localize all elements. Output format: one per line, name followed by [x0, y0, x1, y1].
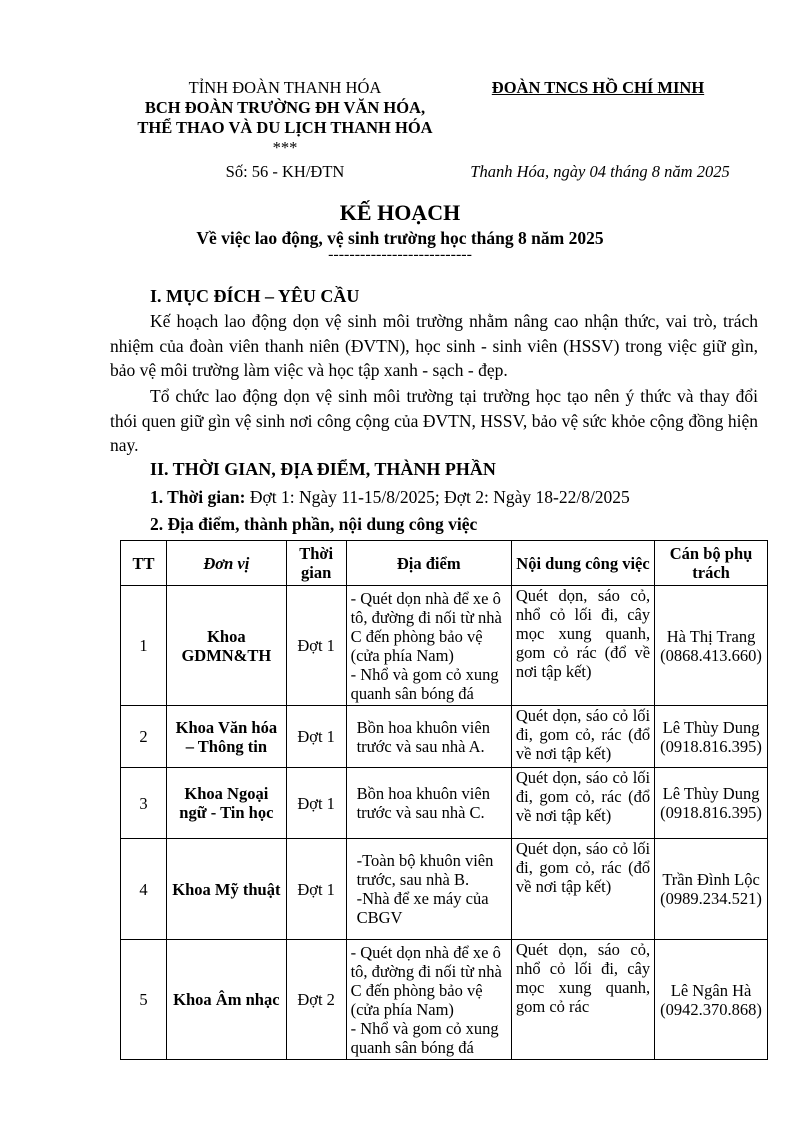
row-responsible [655, 586, 768, 706]
header-task: Nội dung công việc [511, 541, 654, 586]
row-tt: 4 [121, 839, 167, 940]
section-1-paragraph-2 [110, 384, 758, 458]
row-place: Bồn hoa khuôn viên trước và sau nhà A. [346, 706, 511, 768]
table-row [121, 940, 768, 1060]
table-row [121, 706, 768, 768]
header-tt: TT [121, 541, 167, 586]
table-row [121, 768, 768, 839]
responsible-phone: (0942.370.868) [660, 999, 762, 1019]
header-unit: Đơn vị [167, 541, 287, 586]
place-heading: 2. Địa điểm, thành phần, nội dung công việc [150, 514, 478, 534]
table-row [121, 839, 768, 940]
org-parent: TỈNH ĐOÀN THANH HÓA [188, 78, 382, 97]
section-1-paragraph-2-text: Tổ chức lao động dọn vệ sinh môi trường tại trường học tạo nên ý thức và thay đổi thói quen giữ gìn vệ sinh nơi công cộng của ĐVTN, HSSV, bảo vệ sức khỏe cộng đồng hiện nay. [110, 386, 758, 455]
responsible-name: Trần Đình Lộc [662, 870, 760, 889]
time-value: Đợt 1: Ngày 11-15/8/2025; Đợt 2: Ngày 18-22/8/2025 [245, 487, 630, 507]
document-date: Thanh Hóa, ngày 04 tháng 8 năm 2025 [470, 162, 730, 181]
responsible-name: Hà Thị Trang [666, 626, 756, 646]
row-place: - Quét dọn nhà để xe ô tô, đường đi nối từ nhà C đến phòng bảo vệ (cửa phía Nam) - Nhổ và gom cỏ xung quanh sân bóng đá [346, 940, 511, 1060]
section-1-paragraph-1-text: Kế hoạch lao động dọn vệ sinh môi trường nhằm nâng cao nhận thức, vai trò, trách nhiệm của đoàn viên thanh niên (ĐVTN), học sinh - sinh viên (HSSV) trong việc giữ gìn, bảo vệ môi trường làm việc và học tập xanh - sạch - đẹp. [110, 311, 758, 380]
header-responsible: Cán bộ phụ trách [655, 541, 768, 586]
row-tt: 3 [121, 768, 167, 839]
org-line-1: BCH ĐOÀN TRƯỜNG ĐH VĂN HÓA, [144, 98, 426, 117]
row-task: Quét dọn, sáo cỏ, nhổ cỏ lối đi, cây mọc xung quanh, gom cỏ rác [511, 940, 654, 1060]
row-unit: Khoa Văn hóa – Thông tin [167, 706, 287, 768]
organization-header [100, 78, 470, 158]
responsible-phone: (0918.816.395) [660, 803, 762, 822]
row-place: - Quét dọn nhà để xe ô tô, đường đi nối từ nhà C đến phòng bảo vệ (cửa phía Nam) - Nhổ và gom cỏ xung quanh sân bóng đá [346, 586, 511, 706]
responsible-phone: (0918.816.395) [660, 736, 762, 756]
row-tt: 5 [121, 940, 167, 1060]
row-task: Quét dọn, sáo cỏ lối đi, gom cỏ, rác (đổ về nơi tập kết) [511, 839, 654, 940]
row-tt: 2 [121, 706, 167, 768]
org-stars: *** [272, 138, 298, 157]
row-responsible [655, 768, 768, 839]
header-time: Thời gian [286, 541, 346, 586]
title-divider: --------------------------- [328, 246, 472, 263]
row-unit: Khoa GDMN&TH [167, 586, 287, 706]
responsible-phone: (0868.413.660) [660, 645, 762, 665]
row-time: Đợt 2 [286, 940, 346, 1060]
responsible-name: Lê Thùy Dung [662, 784, 760, 803]
row-task: Quét dọn, sáo cỏ lối đi, gom cỏ, rác (đổ về nơi tập kết) [511, 706, 654, 768]
responsible-name: Lê Ngân Hà [670, 980, 752, 1000]
row-task: Quét dọn, sáo cỏ lối đi, gom cỏ, rác (đổ về nơi tập kết) [511, 768, 654, 839]
row-place: Bồn hoa khuôn viên trước và sau nhà C. [346, 768, 511, 839]
org-line-2: THỂ THAO VÀ DU LỊCH THANH HÓA [137, 118, 433, 137]
work-plan-table [120, 540, 768, 1060]
document-number: Số: 56 - KH/ĐTN [225, 162, 345, 181]
row-unit: Khoa Ngoại ngữ - Tin học [167, 768, 287, 839]
responsible-name: Lê Thùy Dung [662, 717, 760, 737]
time-line [150, 487, 630, 508]
section-1-paragraph-1 [110, 309, 758, 383]
row-time: Đợt 1 [286, 839, 346, 940]
document-subtitle: Về việc lao động, vệ sinh trường học tháng 8 năm 2025 [196, 228, 604, 248]
union-name: ĐOÀN TNCS HỒ CHÍ MINH [491, 78, 705, 97]
row-task: Quét dọn, sáo cỏ, nhổ cỏ lối đi, cây mọc xung quanh, gom cỏ rác (đổ về nơi tập kết) [511, 586, 654, 706]
row-responsible [655, 940, 768, 1060]
row-time: Đợt 1 [286, 768, 346, 839]
table-row [121, 586, 768, 706]
document-title: KẾ HOẠCH [339, 200, 461, 225]
row-place: -Toàn bộ khuôn viên trước, sau nhà B. -Nhà để xe máy của CBGV [346, 839, 511, 940]
row-unit: Khoa Âm nhạc [167, 940, 287, 1060]
section-2-heading: II. THỜI GIAN, ĐỊA ĐIỂM, THÀNH PHẦN [150, 459, 496, 479]
responsible-phone: (0989.234.521) [660, 889, 762, 908]
row-tt: 1 [121, 586, 167, 706]
header-place: Địa điểm [346, 541, 511, 586]
row-time: Đợt 1 [286, 706, 346, 768]
row-unit: Khoa Mỹ thuật [167, 839, 287, 940]
row-responsible [655, 839, 768, 940]
row-time: Đợt 1 [286, 586, 346, 706]
table-header-row [121, 541, 768, 586]
section-1-heading: I. MỤC ĐÍCH – YÊU CẦU [150, 286, 360, 306]
time-label: 1. Thời gian: [150, 487, 246, 507]
row-responsible [655, 706, 768, 768]
